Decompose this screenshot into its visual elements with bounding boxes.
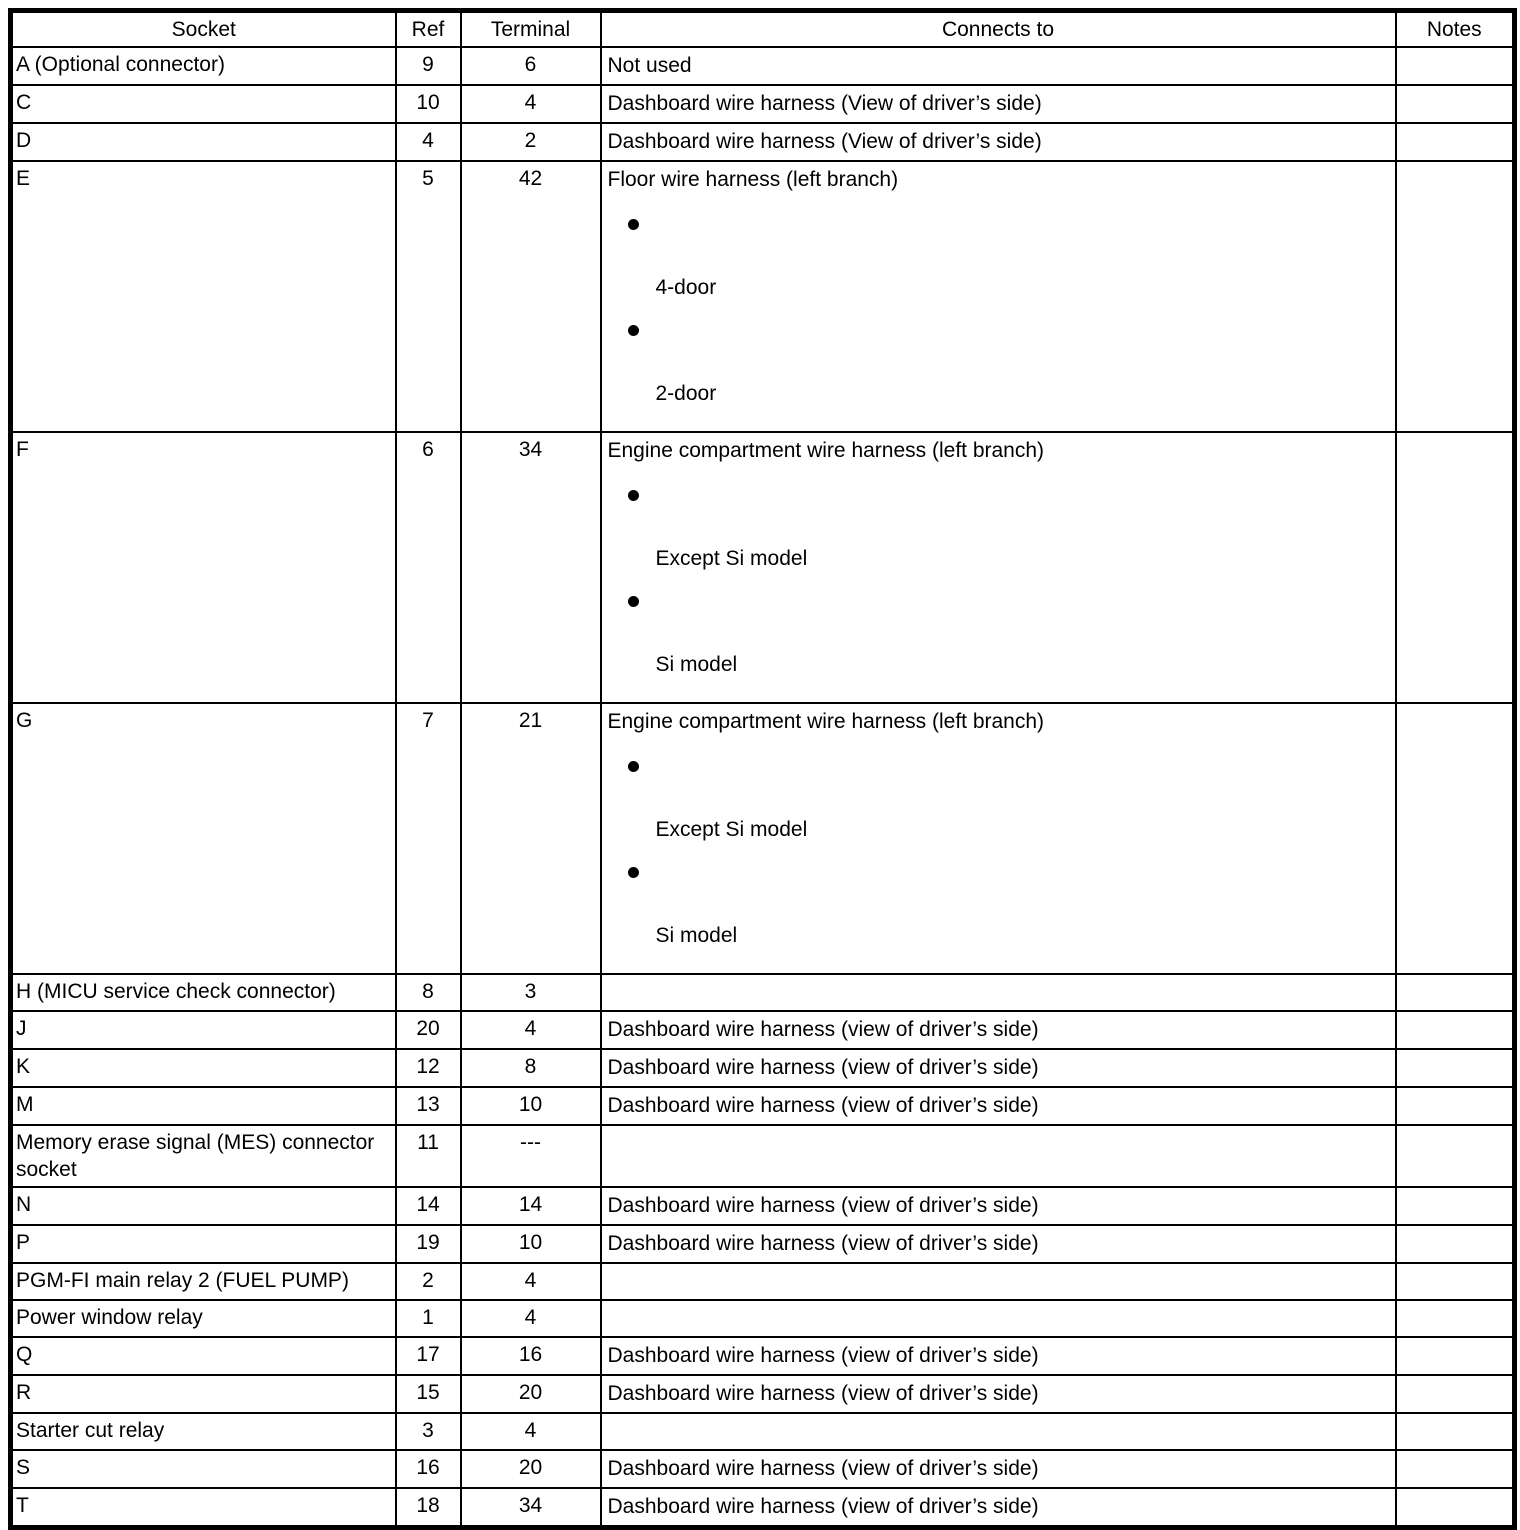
terminal-cell: 21 bbox=[461, 703, 601, 974]
table-row bbox=[11, 123, 1515, 161]
ref-cell: 9 bbox=[396, 47, 461, 85]
notes-cell bbox=[1396, 47, 1515, 85]
header-terminal: Terminal bbox=[461, 11, 601, 48]
ref-cell: 11 bbox=[396, 1125, 461, 1187]
bullet-icon bbox=[628, 761, 639, 772]
ref-cell: 6 bbox=[396, 432, 461, 703]
terminal-cell: 4 bbox=[461, 85, 601, 123]
terminal-cell: 42 bbox=[461, 161, 601, 432]
terminal-cell: 20 bbox=[461, 1450, 601, 1488]
bullet-label: Except Si model bbox=[655, 547, 808, 570]
socket-cell: G bbox=[11, 703, 396, 974]
terminal-cell: 34 bbox=[461, 432, 601, 703]
ref-cell: 16 bbox=[396, 1450, 461, 1488]
bullet-label: Except Si model bbox=[655, 818, 808, 841]
terminal-cell: 4 bbox=[461, 1263, 601, 1300]
ref-cell: 8 bbox=[396, 974, 461, 1011]
notes-cell bbox=[1396, 1125, 1515, 1187]
terminal-cell: 34 bbox=[461, 1488, 601, 1528]
socket-cell: R bbox=[11, 1375, 396, 1413]
connects-to-cell bbox=[601, 1011, 1396, 1049]
ref-cell: 15 bbox=[396, 1375, 461, 1413]
terminal-cell: 4 bbox=[461, 1413, 601, 1450]
socket-cell: T bbox=[11, 1488, 396, 1528]
bullet-icon bbox=[628, 867, 639, 878]
terminal-cell: 10 bbox=[461, 1225, 601, 1263]
terminal-cell: 10 bbox=[461, 1087, 601, 1125]
socket-cell: M bbox=[11, 1087, 396, 1125]
socket-cell: K bbox=[11, 1049, 396, 1087]
connects-to-text: Dashboard wire harness (view of driver’s side) bbox=[607, 1457, 1039, 1480]
ref-cell: 1 bbox=[396, 1300, 461, 1337]
ref-cell: 5 bbox=[396, 161, 461, 432]
bullet-icon bbox=[628, 219, 639, 230]
connects-to-text: Dashboard wire harness (view of driver’s side) bbox=[607, 1018, 1039, 1041]
connector-table bbox=[8, 8, 1517, 1530]
header-notes: Notes bbox=[1396, 11, 1515, 48]
connects-to-text: Dashboard wire harness (view of driver’s side) bbox=[607, 1056, 1039, 1079]
connects-to-cell bbox=[601, 1300, 1396, 1337]
connects-to-cell bbox=[601, 703, 1396, 974]
table-row bbox=[11, 703, 1515, 974]
table-row bbox=[11, 1337, 1515, 1375]
connects-to-cell bbox=[601, 1125, 1396, 1187]
notes-cell bbox=[1396, 1337, 1515, 1375]
terminal-cell: 20 bbox=[461, 1375, 601, 1413]
socket-cell: A (Optional connector) bbox=[11, 47, 396, 85]
terminal-cell: 8 bbox=[461, 1049, 601, 1087]
socket-cell: N bbox=[11, 1187, 396, 1225]
header-connects-to: Connects to bbox=[601, 11, 1396, 48]
table-row bbox=[11, 1187, 1515, 1225]
ref-cell: 13 bbox=[396, 1087, 461, 1125]
ref-cell: 14 bbox=[396, 1187, 461, 1225]
terminal-cell: 16 bbox=[461, 1337, 601, 1375]
connects-to-cell bbox=[601, 1087, 1396, 1125]
connects-to-cell bbox=[601, 47, 1396, 85]
header-row bbox=[11, 11, 1515, 48]
connects-to-text: Dashboard wire harness (view of driver’s side) bbox=[607, 1382, 1039, 1405]
notes-cell bbox=[1396, 1225, 1515, 1263]
notes-cell bbox=[1396, 1413, 1515, 1450]
table-row bbox=[11, 1125, 1515, 1187]
table-row bbox=[11, 1049, 1515, 1087]
connects-to-cell bbox=[601, 1049, 1396, 1087]
header-socket: Socket bbox=[11, 11, 396, 48]
socket-cell: PGM-FI main relay 2 (FUEL PUMP) bbox=[11, 1263, 396, 1300]
connects-to-cell bbox=[601, 1488, 1396, 1528]
socket-cell: H (MICU service check connector) bbox=[11, 974, 396, 1011]
connects-to-cell bbox=[601, 1337, 1396, 1375]
connects-to-text: Floor wire harness (left branch) bbox=[607, 168, 899, 191]
table-row bbox=[11, 161, 1515, 432]
socket-cell: P bbox=[11, 1225, 396, 1263]
socket-cell: Memory erase signal (MES) connector socket bbox=[11, 1125, 396, 1187]
ref-cell: 4 bbox=[396, 123, 461, 161]
bullet-icon bbox=[628, 325, 639, 336]
table-row bbox=[11, 432, 1515, 703]
notes-cell bbox=[1396, 1011, 1515, 1049]
header-ref: Ref bbox=[396, 11, 461, 48]
notes-cell bbox=[1396, 1375, 1515, 1413]
terminal-cell: 14 bbox=[461, 1187, 601, 1225]
terminal-cell: 3 bbox=[461, 974, 601, 1011]
table-row bbox=[11, 1011, 1515, 1049]
connects-to-cell bbox=[601, 1413, 1396, 1450]
table-row bbox=[11, 1413, 1515, 1450]
notes-cell bbox=[1396, 1263, 1515, 1300]
table-header bbox=[11, 11, 1515, 48]
connects-to-cell bbox=[601, 432, 1396, 703]
socket-cell: F bbox=[11, 432, 396, 703]
ref-cell: 3 bbox=[396, 1413, 461, 1450]
terminal-cell: --- bbox=[461, 1125, 601, 1187]
socket-cell: J bbox=[11, 1011, 396, 1049]
notes-cell bbox=[1396, 974, 1515, 1011]
connects-to-text: Dashboard wire harness (View of driver’s side) bbox=[607, 130, 1042, 153]
ref-cell: 7 bbox=[396, 703, 461, 974]
ref-cell: 12 bbox=[396, 1049, 461, 1087]
terminal-cell: 4 bbox=[461, 1300, 601, 1337]
connects-to-cell bbox=[601, 1187, 1396, 1225]
connects-to-cell bbox=[601, 1375, 1396, 1413]
socket-cell: E bbox=[11, 161, 396, 432]
bullet-label: Si model bbox=[655, 924, 738, 947]
notes-cell bbox=[1396, 161, 1515, 432]
socket-cell: S bbox=[11, 1450, 396, 1488]
bullet-label: 2-door bbox=[655, 382, 717, 405]
notes-cell bbox=[1396, 1300, 1515, 1337]
connects-to-text: Dashboard wire harness (view of driver’s side) bbox=[607, 1094, 1039, 1117]
socket-cell: C bbox=[11, 85, 396, 123]
connects-to-cell bbox=[601, 974, 1396, 1011]
connects-to-text: Dashboard wire harness (view of driver’s side) bbox=[607, 1344, 1039, 1367]
ref-cell: 2 bbox=[396, 1263, 461, 1300]
connects-to-text: Not used bbox=[607, 54, 692, 77]
bullet-label: 4-door bbox=[655, 276, 717, 299]
bullet-icon bbox=[628, 490, 639, 501]
connects-to-text: Dashboard wire harness (view of driver’s side) bbox=[607, 1194, 1039, 1217]
connects-to-cell bbox=[601, 1450, 1396, 1488]
connects-to-text: Engine compartment wire harness (left branch) bbox=[607, 710, 1045, 733]
notes-cell bbox=[1396, 1087, 1515, 1125]
table-body bbox=[11, 47, 1515, 1528]
notes-cell bbox=[1396, 123, 1515, 161]
connects-to-cell bbox=[601, 85, 1396, 123]
socket-cell: Starter cut relay bbox=[11, 1413, 396, 1450]
terminal-cell: 6 bbox=[461, 47, 601, 85]
connects-to-text: Engine compartment wire harness (left branch) bbox=[607, 439, 1045, 462]
connects-to-cell bbox=[601, 123, 1396, 161]
ref-cell: 19 bbox=[396, 1225, 461, 1263]
ref-cell: 10 bbox=[396, 85, 461, 123]
table-row bbox=[11, 85, 1515, 123]
bullet-icon bbox=[628, 596, 639, 607]
notes-cell bbox=[1396, 703, 1515, 974]
socket-cell: Power window relay bbox=[11, 1300, 396, 1337]
notes-cell bbox=[1396, 1049, 1515, 1087]
connects-to-cell bbox=[601, 1225, 1396, 1263]
table-row bbox=[11, 1225, 1515, 1263]
socket-cell: Q bbox=[11, 1337, 396, 1375]
table-row bbox=[11, 1087, 1515, 1125]
table-row bbox=[11, 1375, 1515, 1413]
terminal-cell: 2 bbox=[461, 123, 601, 161]
ref-cell: 18 bbox=[396, 1488, 461, 1528]
connects-to-text: Dashboard wire harness (View of driver’s side) bbox=[607, 92, 1042, 115]
connects-to-cell bbox=[601, 161, 1396, 432]
connects-to-cell bbox=[601, 1263, 1396, 1300]
ref-cell: 17 bbox=[396, 1337, 461, 1375]
notes-cell bbox=[1396, 1450, 1515, 1488]
connects-to-text: Dashboard wire harness (view of driver’s side) bbox=[607, 1495, 1039, 1518]
notes-cell bbox=[1396, 85, 1515, 123]
table-row bbox=[11, 47, 1515, 85]
table-row bbox=[11, 1300, 1515, 1337]
ref-cell: 20 bbox=[396, 1011, 461, 1049]
connects-to-text: Dashboard wire harness (view of driver’s side) bbox=[607, 1232, 1039, 1255]
notes-cell bbox=[1396, 1187, 1515, 1225]
notes-cell bbox=[1396, 1488, 1515, 1528]
bullet-label: Si model bbox=[655, 653, 738, 676]
table-row bbox=[11, 1263, 1515, 1300]
table-row bbox=[11, 974, 1515, 1011]
table-row bbox=[11, 1488, 1515, 1528]
table-row bbox=[11, 1450, 1515, 1488]
socket-cell: D bbox=[11, 123, 396, 161]
terminal-cell: 4 bbox=[461, 1011, 601, 1049]
notes-cell bbox=[1396, 432, 1515, 703]
